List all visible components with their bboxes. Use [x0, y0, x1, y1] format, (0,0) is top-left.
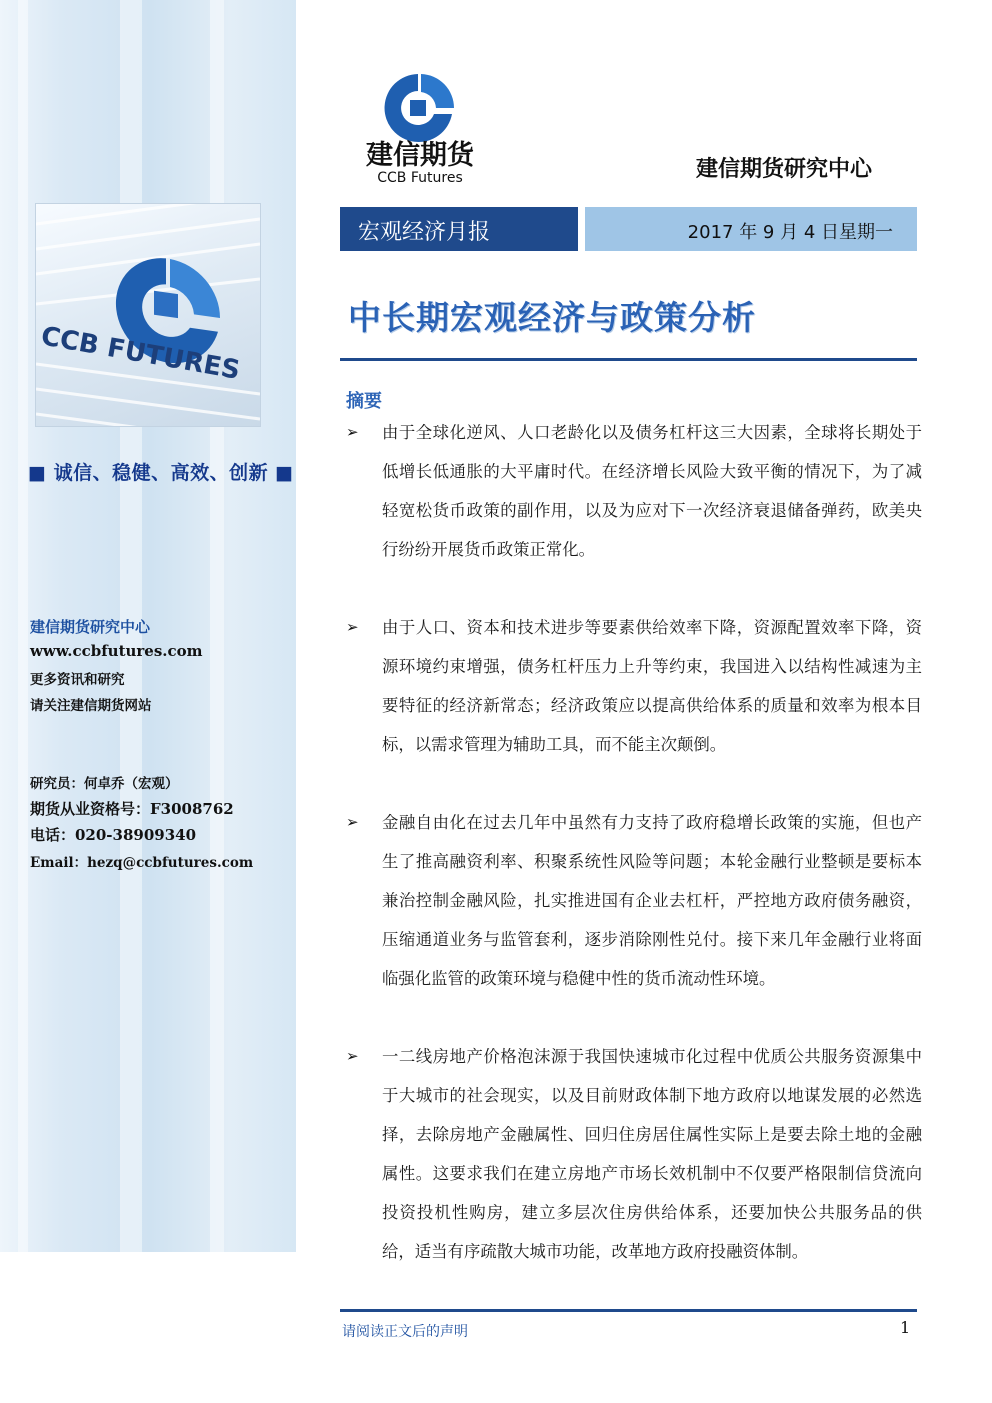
- report-type: 宏观经济月报: [358, 220, 491, 245]
- research-center-name: 建信期货研究中心: [30, 618, 151, 636]
- brand-photo: [36, 204, 260, 426]
- contact-line: 更多资讯和研究: [30, 672, 125, 688]
- bullet-arrow-icon: ➢: [346, 1047, 359, 1065]
- date-bar: [585, 207, 917, 251]
- logo-en-text: CCB Futures: [377, 170, 463, 186]
- company-logo: [352, 70, 488, 186]
- header-center-name: 建信期货研究中心: [696, 157, 873, 182]
- report-title: 中长期宏观经济与政策分析: [348, 298, 756, 337]
- page-number: 1: [900, 1318, 911, 1337]
- sidebar-stripe: [210, 0, 224, 1252]
- disclaimer-note: 请阅读正文后的声明: [342, 1324, 468, 1340]
- bullet-text: 由于全球化逆风、人口老龄化以及债务杠杆这三大因素，全球将长期处于低增长低通胀的大平庸时代。在经济增长风险大致平衡的情况下，为了减轻宽松货币政策的副作用，以及为应对下一次经济衰退储备弹药，欧美央行纷纷开展货币政策正常化。: [382, 423, 922, 559]
- abstract-bullet: [346, 1037, 922, 1271]
- logo-cn-text: 建信期货: [366, 140, 474, 171]
- ccb-building-logo-image: [36, 204, 260, 426]
- title-divider: [340, 358, 917, 361]
- abstract-bullet: [346, 413, 922, 569]
- website-link[interactable]: www.ccbfutures.com: [30, 642, 203, 660]
- bullet-text: 一二线房地产价格泡沫源于我国快速城市化过程中优质公共服务资源集中于大城市的社会现实，以及目前财政体制下地方政府以地谋发展的必然选择，去除房地产金融属性、回归住房居住属性实际上是要去除土地的金融属性。这要求我们在建立房地产市场长效机制中不仅要严格限制信贷流向投资投机性购房，建立多层次住房供给体系，还要加快公共服务品的供给，适当有序疏散大城市功能，改革地方政府投融资体制。: [382, 1047, 922, 1261]
- researcher-name: 研究员：何卓乔（宏观）: [30, 776, 179, 792]
- abstract-label: 摘要: [346, 391, 382, 412]
- report-type-bar: [340, 207, 578, 251]
- bullet-text: 由于人口、资本和技术进步等要素供给效率下降，资源配置效率下降，资源环境约束增强，债务杠杆压力上升等约束，我国进入以结构性减速为主要特征的经济新常态；经济政策应以提高供给体系的质量和效率为根本目标，以需求管理为辅助工具，而不能主次颠倒。: [382, 618, 922, 754]
- bullet-arrow-icon: ➢: [346, 618, 359, 636]
- report-date: 2017 年 9 月 4 日星期一: [687, 222, 893, 243]
- contact-line: 请关注建信期货网站: [30, 698, 152, 714]
- bullet-arrow-icon: ➢: [346, 423, 359, 441]
- researcher-email[interactable]: Email：hezq@ccbfutures.com: [30, 855, 254, 871]
- researcher-license: 期货从业资格号：F3008762: [30, 800, 234, 818]
- sidebar-stripe: [18, 0, 28, 1252]
- ccb-logo-icon: [352, 70, 488, 186]
- abstract-bullet: [346, 803, 922, 998]
- photo-brand-text: CCB FUTURES: [38, 321, 243, 386]
- abstract-bullet: [346, 608, 922, 764]
- bullet-arrow-icon: ➢: [346, 813, 359, 831]
- bullet-text: 金融自由化在过去几年中虽然有力支持了政府稳增长政策的实施，但也产生了推高融资利率、积聚系统性风险等问题；本轮金融行业整顿是要标本兼治控制金融风险，扎实推进国有企业去杠杆，严控地方政府债务融资，压缩通道业务与监管套利，逐步消除刚性兑付。接下来几年金融行业将面临强化监管的政策环境与稳健中性的货币流动性环境。: [382, 813, 922, 988]
- slogan: ■ 诚信、稳健、高效、创新 ■: [28, 462, 294, 484]
- researcher-phone: 电话：020-38909340: [30, 826, 197, 844]
- footer-divider: [340, 1309, 917, 1312]
